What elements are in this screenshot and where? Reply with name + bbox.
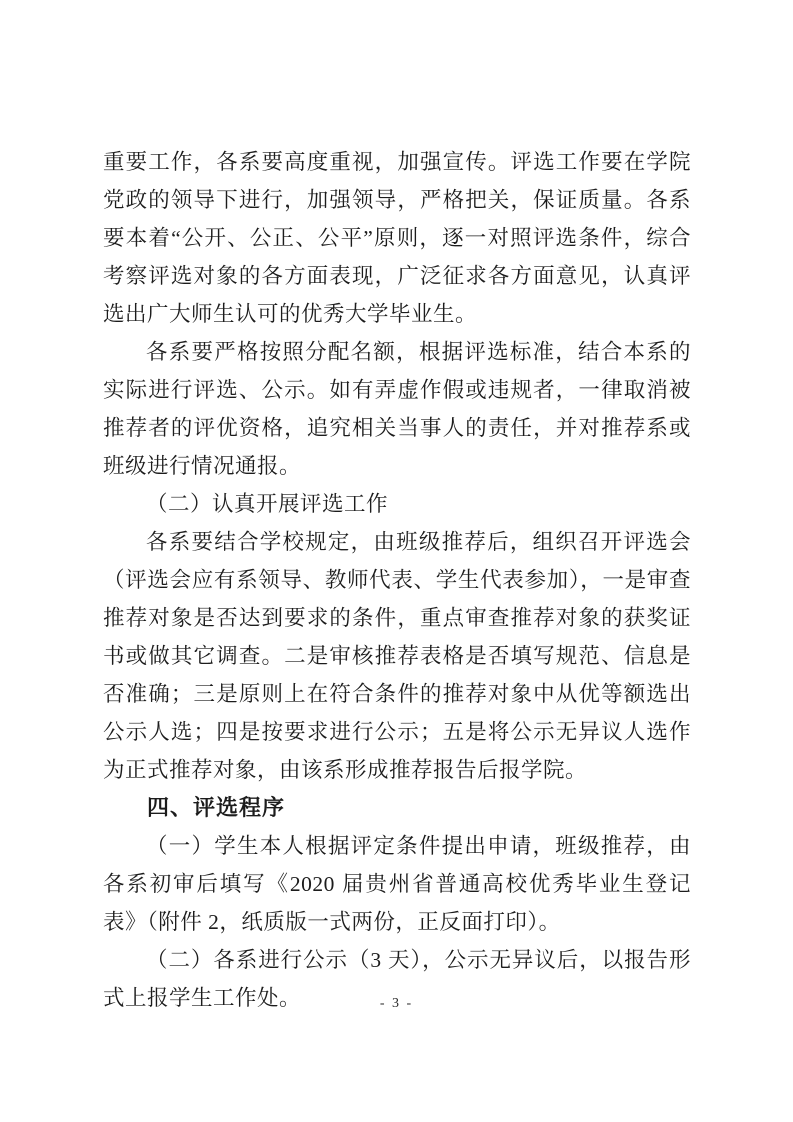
paragraph-selection-quota: 各系要严格按照分配名额，根据评选标准，结合本系的实际进行评选、公示。如有弄虚作假或违规者，一律取消被推荐者的评优资格，追究相关当事人的责任，并对推荐系或班级进行情况通报。 [103, 340, 691, 478]
document-body [103, 143, 691, 1017]
paragraph-procedure-step-1: （一）学生本人根据评定条件提出申请，班级推荐，由各系初审后填写《2020 届贵州省普通高校优秀毕业生登记表》（附件 2，纸质版一式两份，正反面打印）。 [103, 834, 691, 934]
page-number: - 3 - [379, 996, 414, 1011]
paragraph-continuation: 重要工作，各系要高度重视，加强宣传。评选工作要在学院党政的领导下进行，加强领导，严格把关，保证质量。各系要本着“公开、公正、公平”原则，逐一对照评选条件，综合考察评选对象的各方面表现，广泛征求各方面意见，认真评选出广大师生认可的优秀大学毕业生。 [103, 150, 691, 326]
subheading-carry-out-selection: （二）认真开展评选工作 [146, 492, 389, 516]
section-heading-selection-procedure: 四、评选程序 [147, 795, 286, 820]
paragraph-procedure-step-2: （二）各系进行公示（3 天），公示无异议后，以报告形式上报学生工作处。 [103, 948, 691, 1010]
paragraph-selection-meeting: 各系要结合学校规定，由班级推荐后，组织召开评选会（评选会应有系领导、教师代表、学生代表参加），一是审查推荐对象是否达到要求的条件，重点审查推荐对象的获奖证书或做其它调查。二是审核推荐表格是否填写规范、信息是否准确；三是原则上在符合条件的推荐对象中从优等额选出公示人选；四是按要求进行公示；五是将公示无异议人选作为正式推荐对象，由该系形成推荐报告后报学院。 [103, 530, 691, 782]
